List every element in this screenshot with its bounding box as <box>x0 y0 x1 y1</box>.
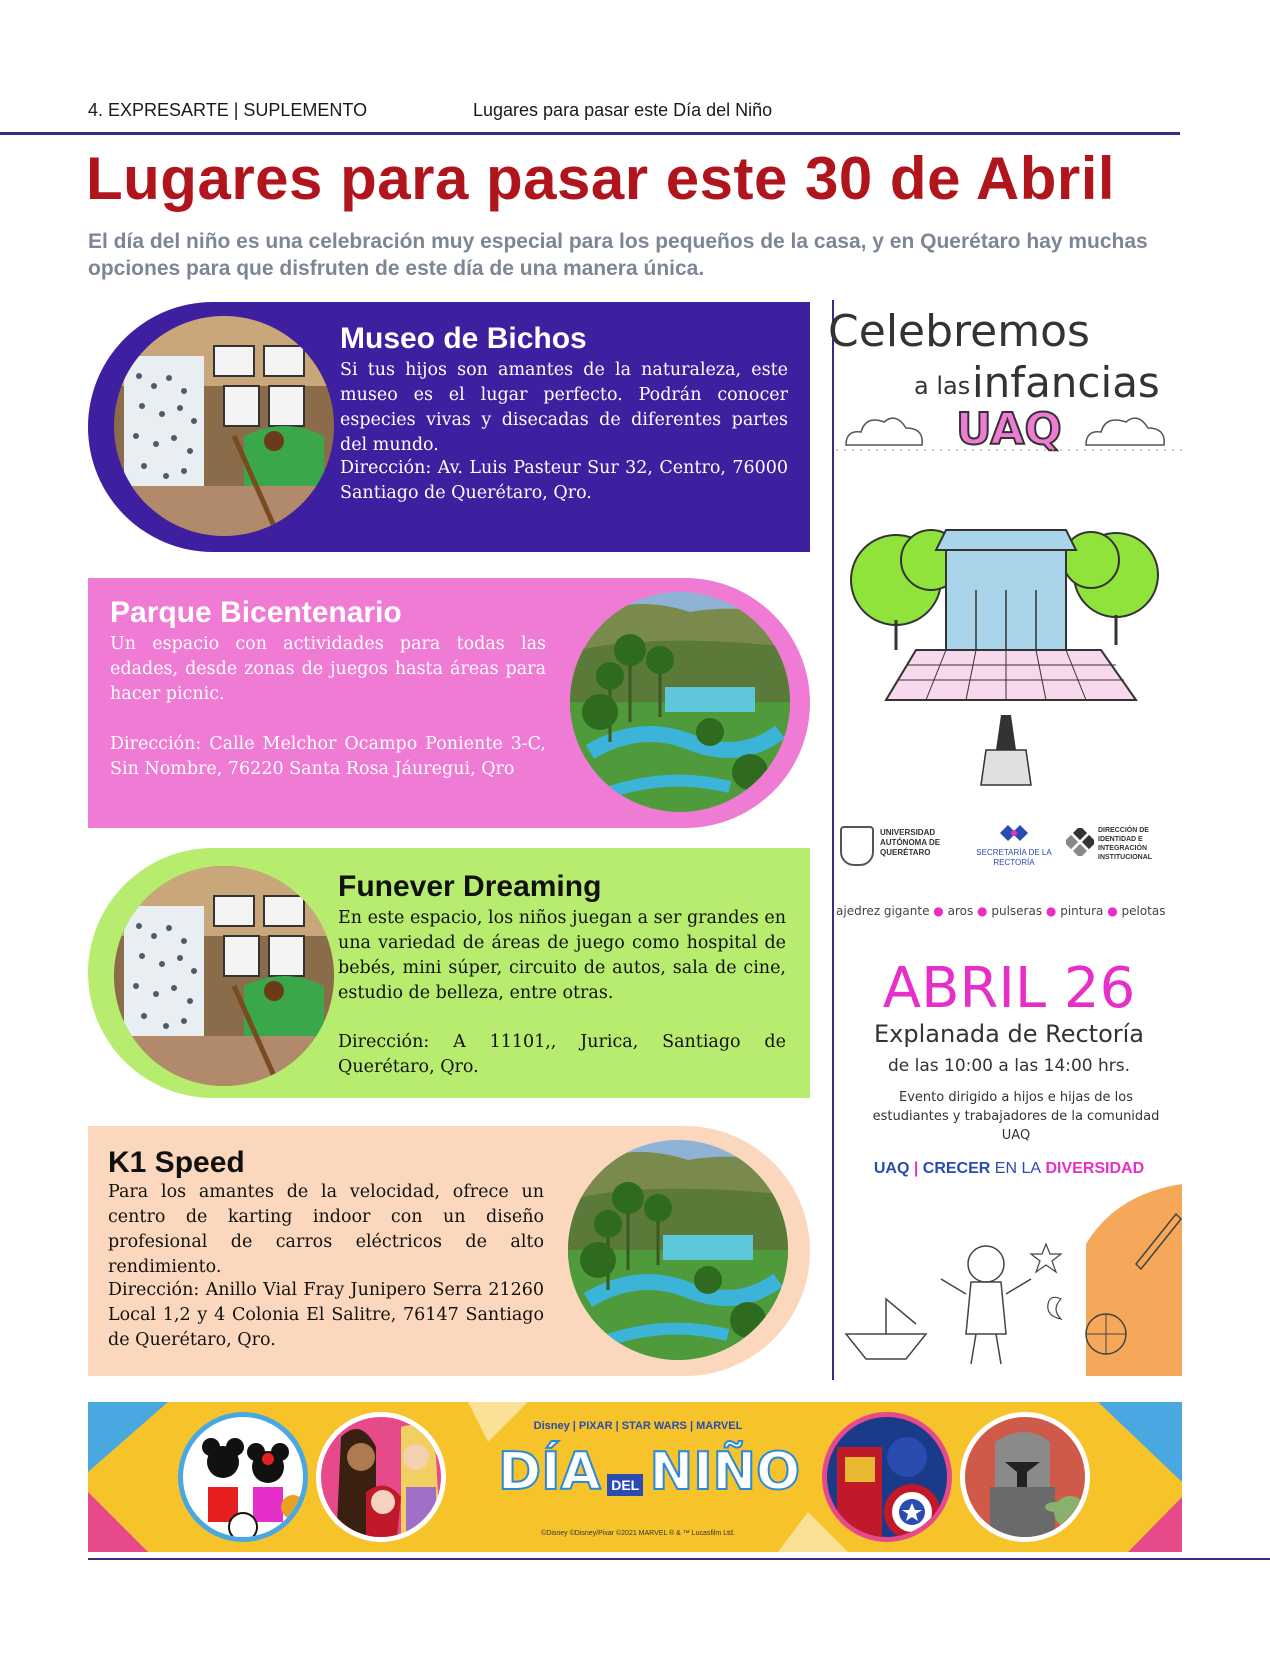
place-address: Dirección: A 11101,, Jurica, Santiago de Querétaro, Qro. <box>338 1032 786 1077</box>
ad-headline-infancias: infancias <box>972 358 1160 407</box>
event-audience: Evento dirigido a hijos e hijas de los estudiantes y trabajadores de la comunidad UAQ <box>872 1090 1160 1143</box>
funever-photo <box>114 866 334 1086</box>
banner-brands: Disney | PIXAR | STAR WARS | MARVEL <box>533 1420 743 1432</box>
ad-headline-a-las: a las <box>914 372 971 400</box>
activity-item: ajedrez gigante <box>836 904 930 918</box>
logo-direccion: DIRECCIÓN DE IDENTIDAD E INTEGRACIÓN INSTITUCIONAL <box>1066 824 1176 864</box>
activity-item: pelotas <box>1121 904 1166 918</box>
place-card-parque-bicentenario <box>88 578 810 828</box>
park-photo <box>570 592 790 812</box>
mandalorian-art <box>960 1412 1090 1542</box>
place-description: Un espacio con actividades para todas las edades, desde zonas de juegos hasta áreas para hacer picnic. <box>110 634 546 704</box>
intro-paragraph: El día del niño es una celebración muy especial para los pequeños de la casa, y en Querétaro hay muchas opciones para que disfruten de este día de una manera única. <box>88 230 1148 280</box>
place-card-k1-speed <box>88 1126 810 1376</box>
avengers-art <box>822 1412 952 1542</box>
banner-legal: ©Disney ©Disney/Pixar ©2021 MARVEL ® & ™ Lucasfilm Ltd. <box>541 1530 735 1537</box>
uaq-event-ad <box>828 300 1182 1376</box>
princess-art <box>316 1412 446 1542</box>
footer-rule <box>88 1558 1270 1560</box>
place-name: Funever Dreaming <box>338 870 602 903</box>
event-hours: de las 10:00 a las 14:00 hrs. <box>887 1056 1131 1076</box>
page-header <box>88 96 1178 126</box>
place-description: En este espacio, los niños juegan a ser grandes en una variedad de áreas de juego como hospital de bebés, mini súper, circuito de autos, sala de cine, estudio de belleza, entre otras. <box>338 908 786 1003</box>
place-address: Dirección: Anillo Vial Fray Junipero Serra 21260 Local 1,2 y 4 Colonia El Salitre, 76147 Santiago de Querétaro, Qro. <box>108 1280 544 1350</box>
header-rule <box>0 132 1180 135</box>
column-divider <box>832 300 834 1380</box>
place-card-museo-de-bichos <box>88 302 810 552</box>
clouds-illustration <box>836 400 1182 460</box>
bullet-dot-icon: ● <box>933 904 948 918</box>
bullet-dot-icon: ● <box>1107 904 1122 918</box>
rectoria-building-illustration <box>836 520 1182 790</box>
slogan-divider: | <box>913 1160 923 1177</box>
bullet-dot-icon: ● <box>1045 904 1061 918</box>
ad-headline-celebremos: Celebremos <box>828 306 1090 357</box>
place-name: K1 Speed <box>108 1146 245 1179</box>
place-card-funever-dreaming <box>88 848 810 1098</box>
page-title: Lugares para pasar este 30 de Abril <box>86 145 1116 212</box>
uaq-shield-icon <box>840 826 874 866</box>
logo-uaq: UNIVERSIDAD AUTÓNOMA DE QUERÉTARO <box>840 826 960 866</box>
secretaria-emblem-icon <box>996 822 1032 844</box>
direccion-emblem-icon <box>1066 828 1094 856</box>
activity-item: aros <box>947 904 974 918</box>
event-date: ABRIL 26 <box>882 956 1136 1021</box>
banner-title: DÍA DEL NIÑO <box>498 1442 801 1502</box>
place-address: Dirección: Av. Luis Pasteur Sur 32, Centro, 76000 Santiago de Querétaro, Qro. <box>340 458 788 503</box>
place-address: Dirección: Calle Melchor Ocampo Poniente 3-C, Sin Nombre, 76220 Santa Rosa Jáuregui, Qro <box>110 734 546 779</box>
mickey-friends-art <box>178 1412 308 1542</box>
place-name: Museo de Bichos <box>340 322 587 355</box>
place-description: Para los amantes de la velocidad, ofrece un centro de karting indoor con un diseño profesional de carros eléctricos de alto rendimiento. <box>108 1182 544 1277</box>
activity-item: pintura <box>1060 904 1104 918</box>
k1-photo <box>568 1140 788 1360</box>
dia-del-nino-banner <box>88 1402 1182 1552</box>
kids-doodle-illustration <box>836 1184 1182 1376</box>
museum-photo <box>114 316 334 536</box>
uaq-slogan: UAQ | CRECER EN LA DIVERSIDAD <box>873 1160 1145 1177</box>
place-description: Si tus hijos son amantes de la naturaleza, este museo es el lugar perfecto. Podrán conocer especies vivas y disecadas de diferentes partes del mundo. <box>340 360 788 455</box>
place-name: Parque Bicentenario <box>110 596 402 629</box>
bullet-dot-icon: ● <box>977 904 992 918</box>
activities-list <box>836 904 1182 918</box>
ad-headline-uaq: UAQ <box>956 404 1062 455</box>
activity-item: pulseras <box>991 904 1043 918</box>
section-label: 4. EXPRESARTE | SUPLEMENTO <box>88 100 368 120</box>
page-topic: Lugares para pasar este Día del Niño <box>473 100 773 120</box>
logo-secretaria: SECRETARÍA DE LA RECTORÍA <box>974 822 1054 868</box>
event-venue: Explanada de Rectoría <box>874 1020 1144 1048</box>
